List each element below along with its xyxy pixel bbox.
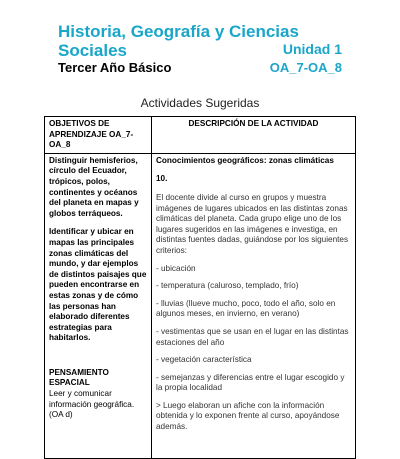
grade-label: Tercer Año Básico bbox=[58, 60, 172, 75]
section-title: Actividades Sugeridas bbox=[140, 96, 260, 110]
oa-range-label: OA_7-OA_8 bbox=[269, 60, 342, 75]
objectives-cell bbox=[45, 153, 152, 458]
activity-header: DESCRIPCIÓN DE LA ACTIVIDAD bbox=[152, 117, 356, 154]
unit-label: Unidad 1 bbox=[282, 41, 342, 57]
skill-text: Leer y comunicar información geográfica. (OA d) bbox=[49, 389, 135, 420]
criterion-item: - semejanzas y diferencias entre el lugar escogido y la propia localidad bbox=[156, 372, 345, 393]
skill-title: PENSAMIENTO ESPACIAL bbox=[49, 367, 109, 388]
criterion-item: - vegetación característica bbox=[156, 355, 252, 365]
activity-intro: El docente divide al curso en grupos y muestra imágenes de lugares ubicados en las distintas zonas climáticas del planeta. Cada grupo elige uno de los lugares sugeridos en las imágenes e investiga, en distintas fuentes dadas, guiándose por los siguientes criterios: bbox=[156, 192, 349, 255]
criterion-item: - vestimentas que se usan en el lugar en las distintas estaciones del año bbox=[156, 326, 349, 347]
objective-paragraph-1: Distinguir hemisferios, círculo del Ecuador, trópicos, polos, continentes y océanos del planeta en mapas y globos terráqueos. bbox=[49, 155, 139, 218]
criterion-item: - temperatura (caluroso, templado, frío) bbox=[156, 281, 299, 291]
title-line-2: Sociales bbox=[58, 41, 127, 60]
activity-title: Conocimientos geográficos: zonas climáticas bbox=[156, 155, 334, 165]
objectives-header: OBJETIVOS DE APRENDIZAJE OA_7-OA_8 bbox=[45, 117, 152, 154]
title-line-1: Historia, Geografía y Ciencias bbox=[58, 22, 299, 41]
activity-number: 10. bbox=[156, 174, 168, 184]
table-header-row bbox=[45, 117, 356, 154]
activities-table bbox=[44, 116, 356, 459]
activity-followup: > Luego elaboran un afiche con la información obtenida y lo exponen frente al curso, apoyándose además. bbox=[156, 400, 340, 432]
criterion-item: - ubicación bbox=[156, 263, 196, 273]
criterion-item: - lluvias (llueve mucho, poco, todo el año, solo en algunos meses, en invierno, en verano) bbox=[156, 298, 336, 319]
objective-paragraph-2: Identificar y ubicar en mapas las principales zonas climáticas del mundo, y dar ejemplos de distintos paisajes que pueden encontrarse en estas zonas y de cómo las personas han elaborado diferentes estrategias para habitarlos. bbox=[49, 227, 147, 343]
activity-cell bbox=[152, 153, 356, 458]
table-body-row bbox=[45, 153, 356, 458]
